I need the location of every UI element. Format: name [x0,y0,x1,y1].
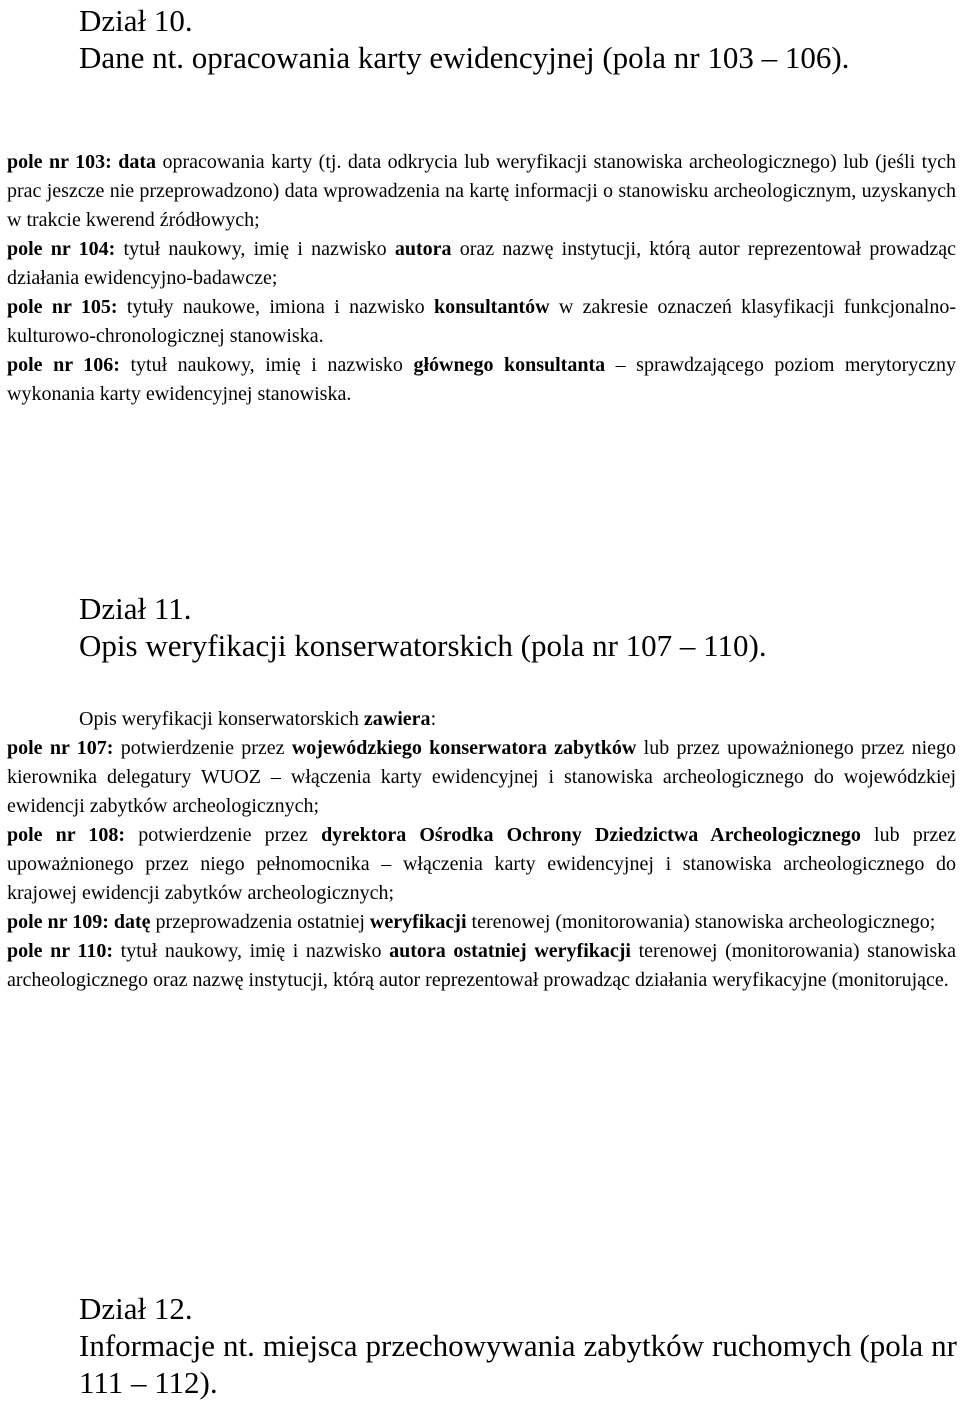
section-11-field-1 [7,821,956,908]
section-12-title: Informacje nt. miejsca przechowywania zabytków ruchomych (pola nr 111 – 112). [79,1328,957,1400]
field-label: pole nr 105: [7,296,118,318]
section-11-fields [7,705,956,995]
field-text: tytuły naukowe, imiona i nazwisko [126,296,434,318]
section-11-intro: Opis weryfikacji konserwatorskich zawiera: [79,708,437,730]
field-text: tytuł naukowy, imię i nazwisko [123,238,395,260]
section-10-field-2 [7,293,956,351]
field-emphasis: głównego konsultanta [413,354,606,376]
field-label: pole nr 103: [7,151,112,173]
section-10-field-0 [7,148,956,235]
field-emphasis: konsultantów [433,296,550,318]
section-11-title: Opis weryfikacji konserwatorskich (pola nr 107 – 110). [79,628,767,663]
section-10-number: Dział 10. [79,3,193,38]
field-emphasis: wojewódzkiego konserwatora zabytków [291,737,637,759]
field-text: terenowej (monitorowania) stanowiska archeologicznego; [466,911,936,933]
section-10-title: Dane nt. opracowania karty ewidencyjnej (pola nr 103 – 106). [79,40,850,75]
section-11-field-0 [7,734,956,821]
field-emphasis: dyrektora Ośrodka Ochrony Dziedzictwa Archeologicznego [321,824,861,846]
section-10-heading [79,2,957,76]
field-label: pole nr 104: [7,238,116,260]
section-11-heading [79,590,957,664]
field-text: lub przez upoważnionego przez niego kierownika delegatury WUOZ – włączenia karty ewidencyjnej i stanowiska archeologicznego do wojewódzkiej ewidencji zabytków archeologicznych; [7,737,956,817]
section-10-field-1 [7,235,956,293]
section-10-field-3 [7,351,956,409]
section-12-heading [79,1290,957,1401]
field-text: opracowania karty (tj. data odkrycia lub weryfikacji stanowiska archeologicznego) lub (jeśli tych prac jeszcze nie przeprowadzono) data wprowadzenia na kartę informacji o stanowisku archeologicznym, uzyskanych w trakcie kwerend źródłowych; [7,151,957,231]
section-11-field-2 [7,908,956,937]
section-11-number: Dział 11. [79,591,192,626]
field-label: pole nr 110: [7,940,114,962]
field-emphasis: data [118,151,157,173]
field-emphasis: autora [394,238,452,260]
field-label: pole nr 108: [7,824,126,846]
field-text: oraz nazwę instytucji, którą autor reprezentował prowadząc działania ewidencyjno-badawcze; [7,238,956,289]
field-label: pole nr 107: [7,737,114,759]
field-text: tytuł naukowy, imię i nazwisko [130,354,414,376]
field-emphasis: weryfikacji [369,911,467,933]
field-label: pole nr 106: [7,354,120,376]
section-11-field-list [7,734,956,995]
field-text: – sprawdzającego poziom merytoryczny wykonania karty ewidencyjnej stanowiska. [7,354,957,405]
field-emphasis: datę [113,911,151,933]
field-label: pole nr 109: [7,911,109,933]
section-10-fields [7,148,956,409]
field-emphasis: autora ostatniej weryfikacji [389,940,631,962]
field-text: przeprowadzenia ostatniej [150,911,370,933]
field-text: w zakresie oznaczeń klasyfikacji funkcjonalno-kulturowo-chronologicznej stanowiska. [7,296,956,347]
field-text: potwierdzenie przez [120,737,292,759]
field-text: lub przez upoważnionego przez niego pełnomocnika – włączenia karty ewidencyjnej i stanowiska archeologicznego do krajowej ewidencji zabytków archeologicznych; [7,824,957,904]
field-text: potwierdzenie przez [138,824,322,846]
field-text: tytuł naukowy, imię i nazwisko [120,940,390,962]
field-text: terenowej (monitorowania) stanowiska archeologicznego oraz nazwę instytucji, którą autor reprezentował prowadząc działania weryfikacyjne (monitorujące. [7,940,956,991]
section-12-number: Dział 12. [79,1291,193,1326]
section-11-field-3 [7,937,956,995]
